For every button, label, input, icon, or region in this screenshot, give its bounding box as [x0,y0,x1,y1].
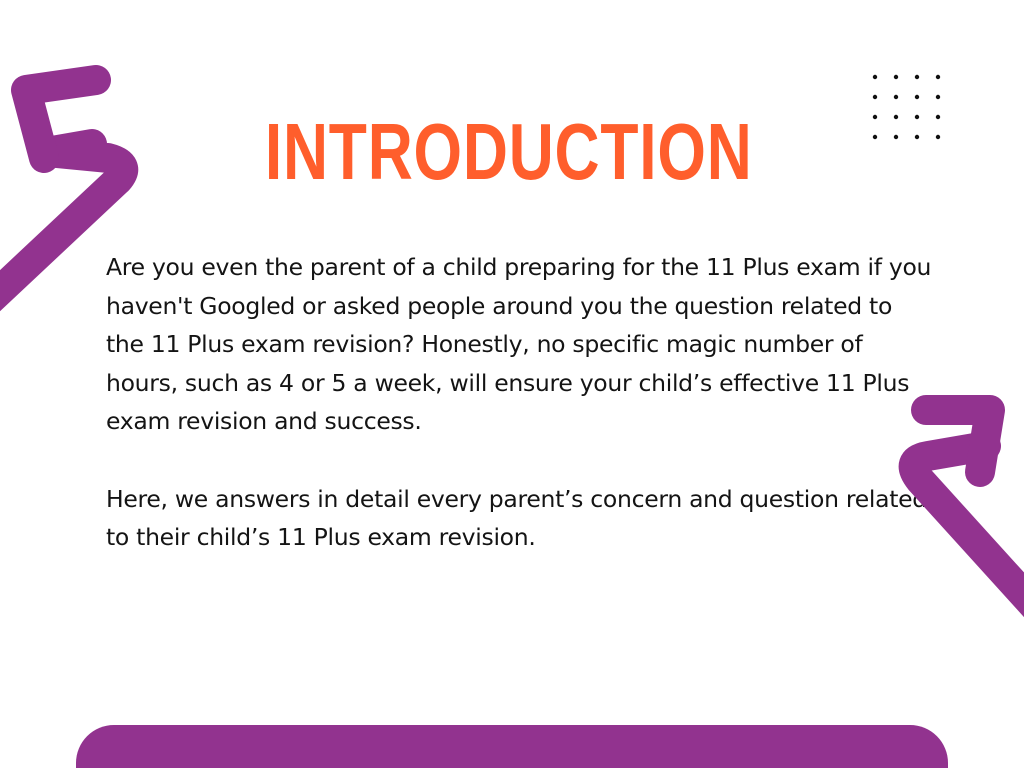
arrow-up-left-icon [860,380,1024,620]
bottom-banner [76,725,948,768]
summary-paragraph: Here, we answers in detail every parent’s concern and question related to their child’s 11 Plus exam revision. [106,484,927,551]
page-title: INTRODUCTION [264,107,753,196]
intro-text [106,248,936,596]
intro-paragraph: Are you even the parent of a child preparing for the 11 Plus exam if you haven't Googled or asked people around you the question related to the 11 Plus exam revision? Honestly, no specific magic number of hours, such as 4 or 5 a week, will ensure your child’s effective 11 Plus exam revision and success. [106,253,932,435]
